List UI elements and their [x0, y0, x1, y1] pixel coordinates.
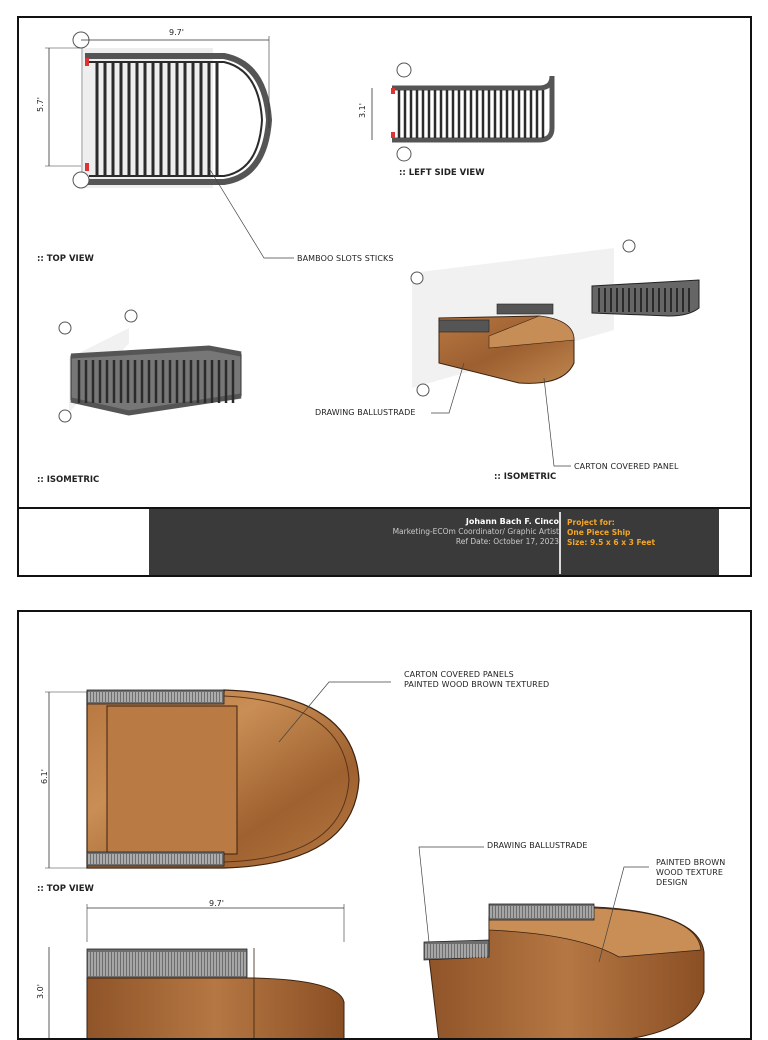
- carton-panel-callout: CARTON COVERED PANEL: [574, 462, 679, 471]
- top-view-label: :: TOP VIEW: [37, 254, 94, 264]
- side-width-dimension: 9.7': [209, 899, 224, 908]
- author-name: Johann Bach F. Cinco: [465, 517, 559, 526]
- title-block-separator: [559, 512, 561, 574]
- carton-panels-line2: PAINTED WOOD BROWN TEXTURED: [404, 680, 550, 689]
- top-height-dimension-2: 6.1': [39, 769, 49, 784]
- reference-date: Ref Date: October 17, 2023: [455, 537, 559, 546]
- isometric-right-label: :: ISOMETRIC: [494, 472, 557, 482]
- top-view-wood-model: [87, 690, 359, 868]
- top-view-railing: [73, 32, 269, 188]
- bamboo-callout: BAMBOO SLOTS STICKS: [297, 254, 394, 263]
- painted-wood-callout: [656, 858, 725, 888]
- project-info: [567, 518, 655, 548]
- isometric-right-wood-model: [411, 240, 699, 396]
- project-name: One Piece Ship: [567, 528, 631, 537]
- painted-wood-line3: DESIGN: [656, 878, 688, 887]
- ballustrade-callout-2: DRAWING BALLUSTRADE: [487, 841, 588, 850]
- sheet1-drawing: [19, 18, 752, 577]
- title-block: [19, 507, 750, 577]
- isometric-left-railing: [59, 310, 241, 422]
- sheet2-drawing: [19, 612, 752, 1040]
- left-side-height-dimension: 3.1': [357, 103, 367, 118]
- project-label: Project for:: [567, 518, 615, 527]
- side-view-wood-model: [87, 948, 344, 1040]
- painted-wood-line2: WOOD TEXTURE: [656, 868, 724, 877]
- left-side-view-label: :: LEFT SIDE VIEW: [399, 168, 485, 178]
- carton-panels-line1: CARTON COVERED PANELS: [404, 670, 514, 679]
- side-height-dimension: 3.0': [35, 984, 45, 999]
- painted-wood-line1: PAINTED BROWN: [656, 858, 726, 867]
- isometric-left-label: :: ISOMETRIC: [37, 475, 100, 485]
- top-width-dimension: 9.7': [169, 28, 184, 37]
- title-block-logo-area: [19, 509, 150, 577]
- title-block-info: [149, 509, 719, 577]
- ballustrade-callout: DRAWING BALLUSTRADE: [315, 408, 416, 417]
- drawing-sheet-1: [17, 16, 752, 577]
- drawing-sheet-2: [17, 610, 752, 1040]
- top-view-label-2: :: TOP VIEW: [37, 884, 94, 894]
- carton-panels-callout: [404, 670, 549, 690]
- isometric-wood-model: [424, 904, 704, 1040]
- top-height-dimension: 5.7': [35, 97, 45, 112]
- side-sticks: [399, 90, 543, 138]
- author-role: Marketing-ECOm Coordinator/ Graphic Artist: [392, 527, 559, 536]
- project-size: Size: 9.5 x 6 x 3 Feet: [567, 538, 656, 547]
- left-side-view-railing: [391, 63, 552, 161]
